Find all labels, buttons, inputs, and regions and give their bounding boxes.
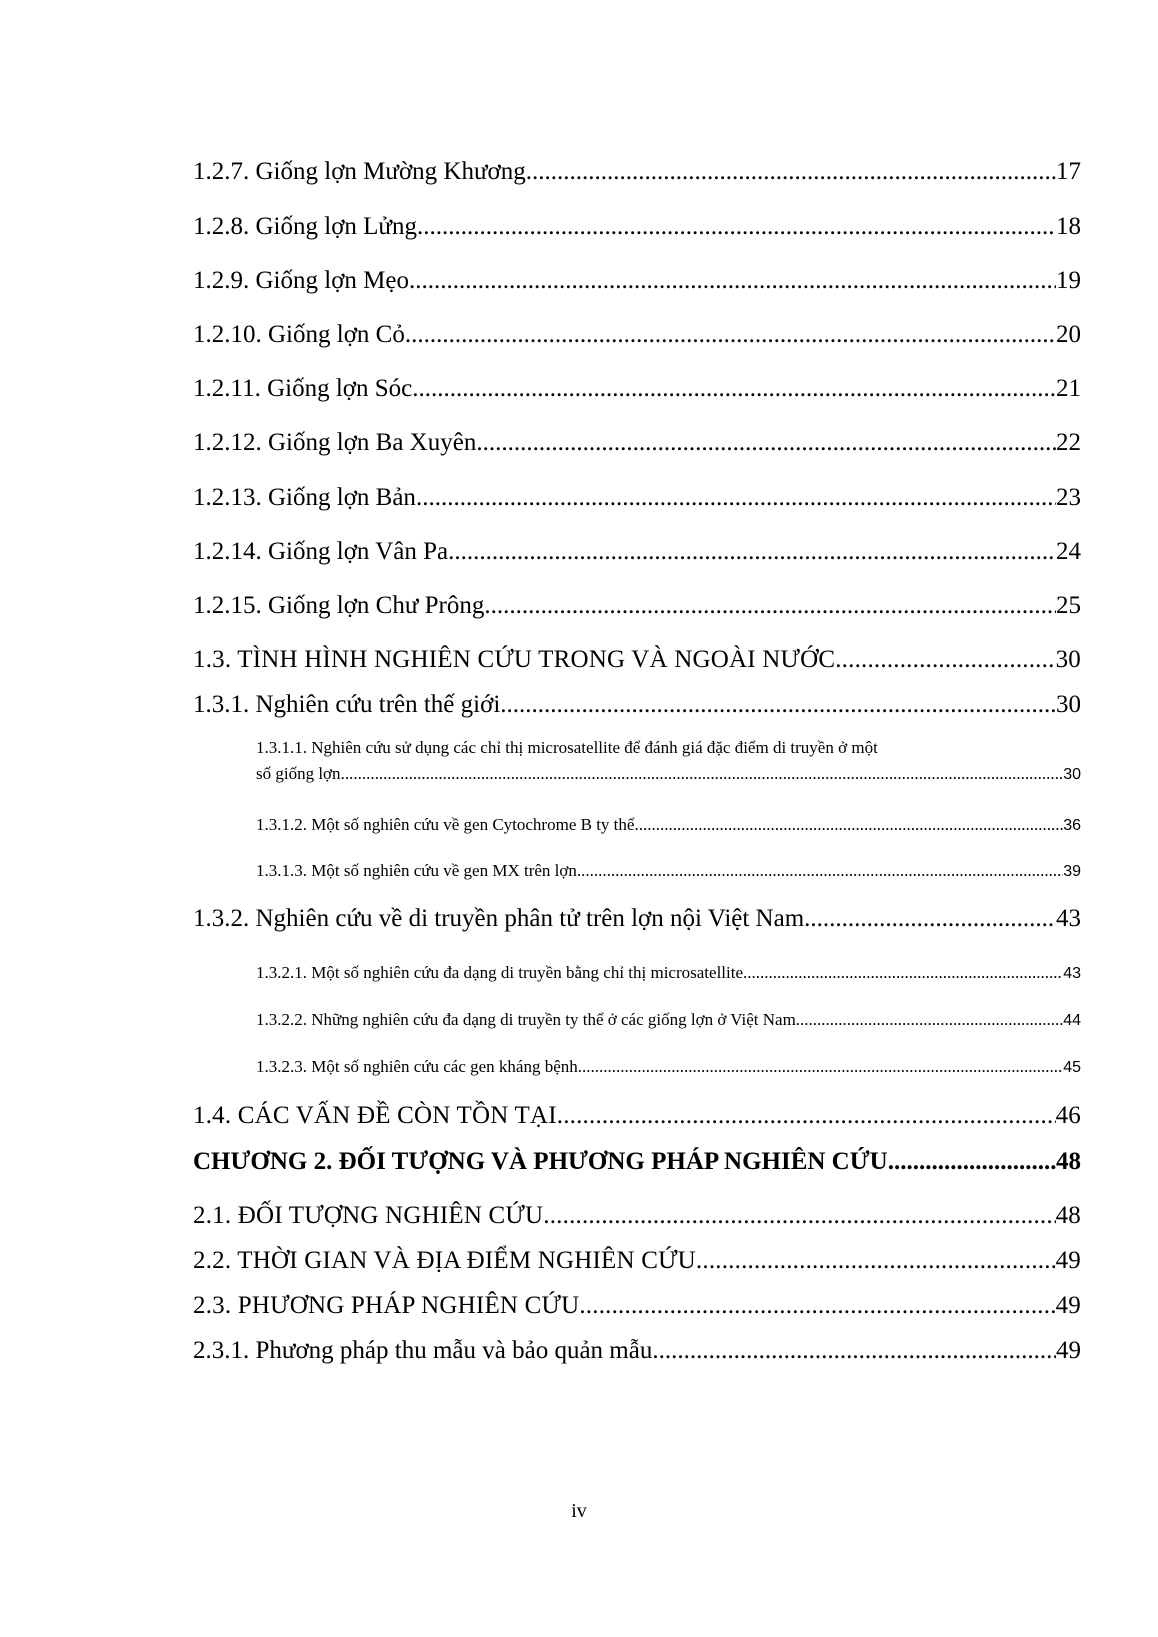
toc-leader-dots [416, 484, 1056, 512]
toc-entry[interactable] [193, 429, 1081, 457]
toc-entry-page: 46 [1055, 1102, 1081, 1129]
toc-leader-dots [804, 905, 1056, 933]
toc-entry[interactable] [193, 1202, 1081, 1230]
toc-entry[interactable] [193, 158, 1081, 186]
toc-leader-dots [835, 646, 1055, 674]
toc-entry-page: 22 [1056, 429, 1081, 456]
toc-leader-dots [500, 691, 1056, 719]
toc-entry-title: 1.2.8. Giống lợn Lửng [193, 213, 417, 240]
toc-entry-page: 49 [1055, 1247, 1081, 1274]
toc-entry[interactable] [193, 375, 1081, 403]
toc-entry[interactable] [193, 538, 1081, 566]
toc-entry-line2 [193, 764, 1081, 784]
toc-entry[interactable] [193, 646, 1081, 674]
toc-entry-title: CHƯƠNG 2. ĐỐI TƯỢNG VÀ PHƯƠNG PHÁP NGHIÊN CỨU [193, 1148, 888, 1175]
toc-entry-title: 1.3.2. Nghiên cứu về di truyền phân tử trên lợn nội Việt Nam [193, 905, 805, 932]
toc-entry-page: 49 [1056, 1337, 1081, 1364]
toc-entry-title: 1.3.2.2. Những nghiên cứu đa dạng di truyền ty thể ở các giống lợn ở Việt Nam [256, 1010, 796, 1029]
toc-entry-page: 25 [1056, 592, 1081, 619]
toc-entry-title: 1.2.14. Giống lợn Vân Pa [193, 538, 449, 565]
toc-entry-title: 1.2.15. Giống lợn Chư Prông [193, 592, 485, 619]
toc-entry-page: 24 [1056, 538, 1081, 565]
toc-leader-dots [579, 1292, 1055, 1320]
toc-entry[interactable] [193, 1337, 1081, 1365]
toc-entry[interactable] [193, 321, 1081, 349]
toc-entry[interactable] [193, 1292, 1081, 1320]
toc-entry-title: 1.3.1.3. Một số nghiên cứu về gen MX trên lợn [256, 861, 577, 880]
toc-entry-page: 49 [1055, 1292, 1081, 1319]
toc-entry-page: 39 [1063, 863, 1081, 880]
toc-entry-page: 43 [1063, 965, 1081, 982]
toc-entry-title: 1.3.1.1. Nghiên cứu sử dụng các chỉ thị microsatellite để đánh giá đặc điểm di truyền ở một [256, 738, 878, 757]
page-number: iv [571, 1500, 587, 1522]
toc-entry-page: 45 [1063, 1059, 1081, 1076]
toc-leader-dots [448, 538, 1056, 566]
toc-leader-dots [696, 1247, 1056, 1275]
toc-entry[interactable] [193, 691, 1081, 719]
toc-leader-dots [484, 592, 1056, 620]
toc-entry-page: 23 [1056, 484, 1081, 511]
toc-entry[interactable] [256, 1057, 1081, 1077]
toc-leader-dots [526, 158, 1056, 186]
toc-entry-page: 20 [1056, 321, 1081, 348]
toc-entry-title: 2.3. PHƯƠNG PHÁP NGHIÊN CỨU [193, 1292, 580, 1319]
toc-entry[interactable] [193, 592, 1081, 620]
toc-entry[interactable] [193, 1102, 1081, 1130]
toc-entry-page: 48 [1056, 1148, 1081, 1175]
toc-entry[interactable] [256, 1010, 1081, 1030]
toc-entry-title: 1.2.10. Giống lợn Cỏ [193, 321, 405, 348]
toc-entry-title: 1.2.9. Giống lợn Mẹo [193, 267, 409, 294]
toc-entry-title: 1.3.2.3. Một số nghiên cứu các gen kháng bệnh [256, 1057, 578, 1076]
toc-entry-page: 48 [1055, 1202, 1081, 1229]
toc-entry[interactable] [193, 1247, 1081, 1275]
toc-entry-title: 2.1. ĐỐI TƯỢNG NGHIÊN CỨU [193, 1202, 544, 1229]
toc-leader-dots [341, 764, 1064, 784]
toc-entry[interactable] [193, 484, 1081, 512]
toc-leader-dots [652, 1337, 1056, 1365]
toc-leader-dots [543, 1202, 1055, 1230]
toc-entry[interactable] [193, 905, 1081, 933]
toc-leader-dots [577, 861, 1063, 881]
toc-entry-page: 30 [1056, 691, 1081, 718]
toc-entry-title: 1.2.7. Giống lợn Mường Khương [193, 158, 526, 185]
toc-entry[interactable] [256, 815, 1081, 835]
toc-entry[interactable] [256, 861, 1081, 881]
toc-entry-title: 1.2.13. Giống lợn Bản [193, 484, 416, 511]
toc-leader-dots [409, 267, 1056, 295]
toc-leader-dots [634, 815, 1063, 835]
toc-entry-title: 1.3.1.2. Một số nghiên cứu về gen Cytochrome B ty thể [256, 815, 635, 834]
toc-leader-dots [557, 1102, 1056, 1130]
toc-entry-title: 1.3. TÌNH HÌNH NGHIÊN CỨU TRONG VÀ NGOÀI NƯỚC [193, 646, 836, 673]
toc-leader-dots [888, 1148, 1056, 1176]
toc-entry-page: 17 [1056, 158, 1081, 185]
toc-entry-title: 1.3.2.1. Một số nghiên cứu đa dạng di truyền bằng chỉ thị microsatellite [256, 963, 744, 982]
toc-entry-page: 30 [1063, 766, 1081, 783]
toc-leader-dots [417, 213, 1056, 241]
toc-entry-title: 1.2.12. Giống lợn Ba Xuyên [193, 429, 477, 456]
toc-entry-title: 1.4. CÁC VẤN ĐỀ CÒN TỒN TẠI [193, 1102, 557, 1129]
toc-leader-dots [405, 321, 1056, 349]
toc-leader-dots [476, 429, 1056, 457]
toc-entry[interactable] [256, 738, 1081, 784]
toc-entry-title-cont: số giống lợn [256, 764, 341, 783]
toc-chapter-entry[interactable] [193, 1148, 1081, 1176]
toc-entry[interactable] [193, 267, 1081, 295]
toc-entry-title: 1.2.11. Giống lợn Sóc [193, 375, 413, 402]
toc-entry-page: 19 [1056, 267, 1081, 294]
toc-entry[interactable] [256, 963, 1081, 983]
toc-entry-page: 36 [1063, 817, 1081, 834]
toc-entry-title: 2.3.1. Phương pháp thu mẫu và bảo quản mẫu [193, 1337, 653, 1364]
toc-entry-page: 44 [1063, 1012, 1081, 1029]
toc-entry-page: 30 [1055, 646, 1081, 673]
toc-leader-dots [412, 375, 1056, 403]
toc-entry[interactable] [193, 213, 1081, 241]
toc-entry-page: 21 [1056, 375, 1081, 402]
toc-leader-dots [578, 1057, 1063, 1077]
toc-entry-page: 43 [1056, 905, 1081, 932]
toc-leader-dots [796, 1010, 1063, 1030]
toc-leader-dots [743, 963, 1063, 983]
toc-entry-title: 2.2. THỜI GIAN VÀ ĐỊA ĐIỂM NGHIÊN CỨU [193, 1247, 696, 1274]
toc-entry-title: 1.3.1. Nghiên cứu trên thế giới [193, 691, 501, 718]
toc-entry-page: 18 [1056, 213, 1081, 240]
